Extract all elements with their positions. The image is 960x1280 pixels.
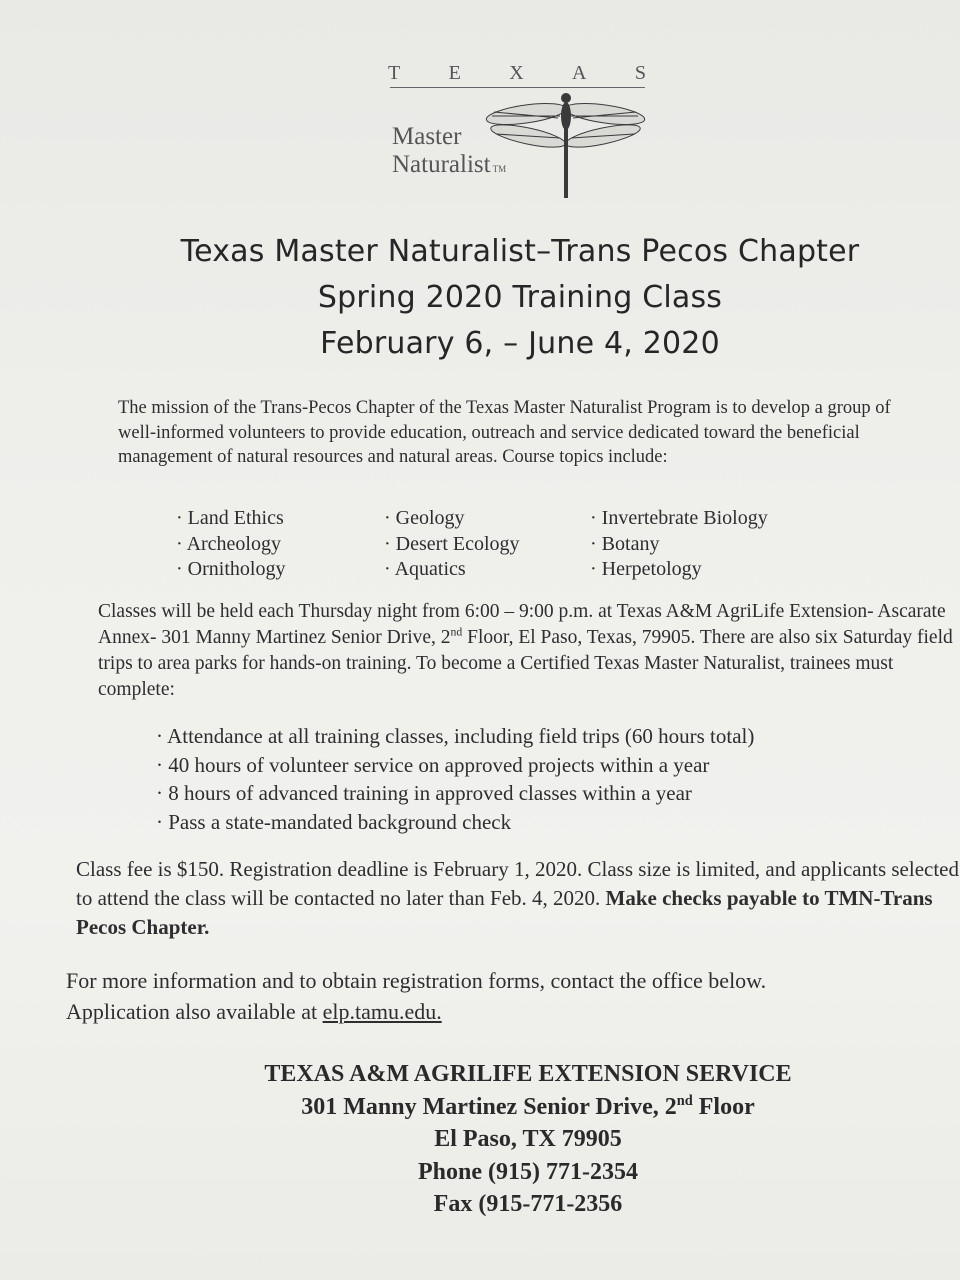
logo-master-text: Master: [392, 123, 462, 150]
logo-naturalist-text: Naturalist TM: [392, 151, 507, 178]
checks-payable-note: Make checks payable to TMN-Trans Pecos Chapter.: [76, 886, 933, 939]
topics-column-3: [590, 506, 768, 583]
website-link[interactable]: elp.tamu.edu.: [322, 999, 442, 1024]
office-address: 301 Manny Martinez Senior Drive, 2nd Floor: [301, 1092, 755, 1120]
topic-item: · Land Ethics: [176, 506, 285, 532]
requirement-item: · Pass a state-mandated background check: [156, 808, 754, 837]
title-line-1: Texas Master Naturalist–Trans Pecos Chapter: [180, 234, 860, 269]
topic-item: · Invertebrate Biology: [590, 506, 768, 532]
topic-item: · Herpetology: [590, 557, 768, 583]
info-paragraph: For more information and to obtain registration forms, contact the office below. Application also available at elp.tamu.edu.: [66, 968, 767, 1024]
topic-item: · Geology: [384, 506, 520, 532]
topic-item: · Aquatics: [384, 557, 520, 583]
office-phone: Phone (915) 771-2354: [418, 1158, 638, 1185]
requirement-item: · Attendance at all training classes, including field trips (60 hours total): [156, 722, 754, 751]
title-line-3: February 6, – June 4, 2020: [320, 326, 720, 361]
mission-paragraph: The mission of the Trans-Pecos Chapter of the Texas Master Naturalist Program is to develop a group of well-informed volunteers to provide education, outreach and service dedicated toward the beneficial management of natural resources and natural areas. Course topics include:: [118, 398, 891, 467]
topics-column-2: [384, 506, 520, 583]
requirements-list: [156, 722, 754, 836]
topics-column-1: [176, 506, 285, 583]
title-line-2: Spring 2020 Training Class: [317, 280, 723, 315]
requirement-item: · 8 hours of advanced training in approved classes within a year: [156, 779, 754, 808]
office-name: TEXAS A&M AGRILIFE EXTENSION SERVICE: [264, 1061, 792, 1087]
fee-paragraph: Class fee is $150. Registration deadline is February 1, 2020. Class size is limited, and applicants selected to attend the class will be contacted no later than Feb. 4, 2020. Make checks payable to TMN-Trans Pecos Chapter.: [76, 857, 959, 939]
classes-paragraph: Classes will be held each Thursday night from 6:00 – 9:00 p.m. at Texas A&M AgriLife Extension- Ascarate Annex- 301 Manny Martinez Senior Drive, 2nd Floor, El Paso, Texas, 79905. There are also six Saturday field trips to area parks for hands-on training. To become a Certified Texas Master Naturalist, trainees must complete:: [98, 601, 953, 700]
logo-texas-word: T E X A S: [388, 62, 648, 84]
texas-master-naturalist-logo: [388, 58, 658, 208]
topic-item: · Botany: [590, 532, 768, 558]
topic-item: · Ornithology: [176, 557, 285, 583]
topic-item: · Archeology: [176, 532, 285, 558]
office-fax: Fax (915-771-2356: [433, 1191, 623, 1217]
requirement-item: · 40 hours of volunteer service on approved projects within a year: [156, 751, 754, 780]
office-city: El Paso, TX 79905: [434, 1126, 622, 1152]
office-contact-block: [0, 1058, 960, 1221]
topic-item: · Desert Ecology: [384, 532, 520, 558]
